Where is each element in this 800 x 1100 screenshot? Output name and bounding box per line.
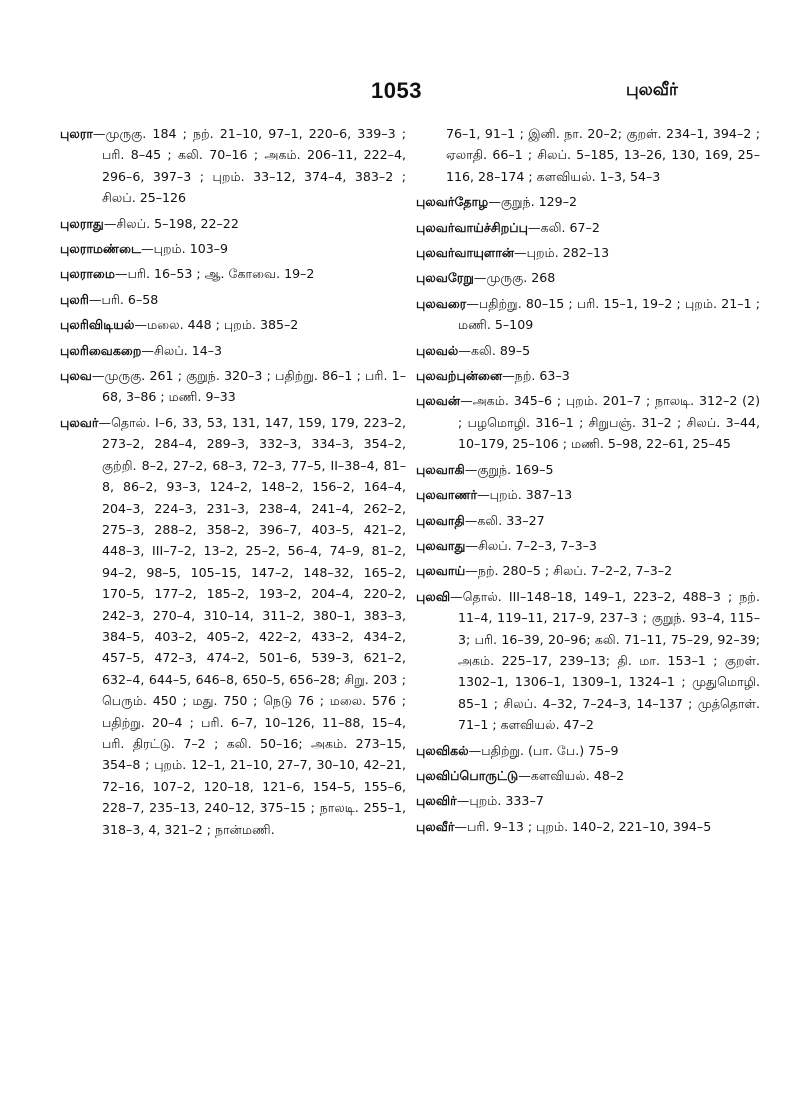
entry-references: —தொல். III–148–18, 149–1, 223–2, 488–3 ; நற். 11–4, 119–11, 217–9, 237–3 ; குறுந். 93–4, 115–3; பரி. 16–39, 20–96; கலி. 71–11, 75–29, 92–39; அகம். 225–17, 239–13; தி. மா. 153–1 ; குறள். 1302–1, 1306–1, 1309–1, 1324–1 ; முதுமொழி. 85–1 ; சிலப். 4–32, 7–24–3, 14–137 ; முத்தொள். 71–1 ; களவியல். 47–2 — [450, 588, 760, 733]
entry-references: —புறம். 282–13 — [514, 245, 610, 261]
entry-headword: புலவரை — [416, 295, 467, 311]
entry-references: —பரி. 9–13 ; புறம். 140–2, 221–10, 394–5 — [454, 818, 712, 834]
entry-references: —சிலப். 7–2–3, 7–3–3 — [465, 537, 597, 553]
index-entry — [60, 314, 406, 335]
entry-references: —புறம். 387–13 — [477, 487, 573, 503]
index-entry — [416, 816, 760, 837]
entry-references: —கலி. 67–2 — [528, 219, 600, 235]
index-entry — [60, 412, 406, 840]
index-entry — [416, 765, 760, 786]
index-entry — [416, 365, 760, 386]
index-entry — [416, 510, 760, 531]
index-entry — [416, 459, 760, 480]
entry-headword: புலவிப்பொருட்டு — [416, 767, 519, 783]
entry-references: —மலை. 448 ; புறம். 385–2 — [134, 317, 299, 333]
entry-references: —பரி. 16–53 ; ஆ. கோவை. 19–2 — [114, 266, 315, 282]
entry-references: —சிலப். 5–198, 22–22 — [103, 215, 239, 231]
index-entry — [416, 267, 760, 288]
index-entry — [416, 790, 760, 811]
index-entry — [60, 365, 406, 408]
index-entry — [416, 740, 760, 761]
entry-references: —சிலப். 14–3 — [141, 342, 223, 358]
entry-headword: புலவரேறு — [416, 270, 474, 286]
entry-references: —அகம். 345–6 ; புறம். 201–7 ; நாலடி. 312–2 (2) ; பழமொழி. 316–1 ; சிறுபஞ். 31–2 ; சிலப். 3–44, 10–179, 25–106 ; மணி. 5–98, 22–61, 25–45 — [458, 393, 760, 452]
entry-headword: புலவ — [60, 368, 92, 384]
entry-headword: புலவற்புன்னை — [416, 368, 503, 384]
entry-headword: புலவிகல் — [416, 742, 469, 758]
index-entry — [416, 217, 760, 238]
entry-headword: புலராமண்டை — [60, 241, 142, 257]
entry-references: —முருகு. 184 ; நற். 21–10, 97–1, 220–6, 339–3 ; பரி. 8–45 ; கலி. 70–16 ; அகம். 206–11, 222–4, 296–6, 397–3 ; புறம். 33–12, 374–4, 383–2 ; சிலப். 25–126 — [92, 126, 406, 206]
entry-headword: புலவீர் — [416, 818, 455, 834]
entry-headword: புலராது — [60, 215, 104, 231]
entry-references: —குறுந். 129–2 — [488, 194, 578, 210]
entry-headword: புலவர்தோழ — [416, 194, 489, 210]
entry-references: —களவியல். 48–2 — [518, 767, 625, 783]
entry-references: —பதிற்று. 80–15 ; பரி. 15–1, 19–2 ; புறம். 21–1 ; மணி. 5–109 — [458, 295, 760, 333]
index-entry — [416, 484, 760, 505]
index-entry — [60, 238, 406, 259]
index-entry — [416, 242, 760, 263]
entry-references: —புறம். 103–9 — [141, 241, 229, 257]
entry-headword: புலவர்வாய்ச்சிறப்பு — [416, 219, 529, 235]
entry-references: —குறுந். 169–5 — [464, 461, 554, 477]
index-entry — [60, 289, 406, 310]
entry-references: —புறம். 333–7 — [456, 793, 544, 809]
entry-references: —நற். 280–5 ; சிலப். 7–2–2, 7–3–2 — [465, 563, 673, 579]
index-entry — [416, 586, 760, 736]
entry-references: 76–1, 91–1 ; இனி. நா. 20–2; குறள். 234–1, 394–2 ; ஏலாதி. 66–1 ; சிலப். 5–185, 13–26, 130, 169, 25–116, 28–174 ; களவியல். 1–3, 54–3 — [446, 126, 760, 184]
index-entry — [416, 390, 760, 454]
entry-headword: புலவாணர் — [416, 487, 478, 503]
index-entry — [416, 293, 760, 336]
entry-headword: புலவி — [416, 588, 451, 604]
entry-references: —முருகு. 261 ; குறுந். 320–3 ; பதிற்று. 86–1 ; பரி. 1–68, 3–86 ; மணி. 9–33 — [91, 368, 406, 405]
entry-headword: புலரா — [60, 126, 93, 141]
index-entry — [416, 340, 760, 361]
index-entry — [60, 213, 406, 234]
entry-references: —கலி. 33–27 — [464, 512, 545, 528]
index-entry — [60, 263, 406, 284]
entry-headword: புலவன் — [416, 393, 461, 409]
page-number: 1053 — [371, 78, 422, 103]
entry-references: —தொல். I–6, 33, 53, 131, 147, 159, 179, 223–2, 273–2, 284–4, 289–3, 332–3, 334–3, 354–2, குற்றி. 8–2, 27–2, 68–3, 72–3, 77–5, II–38–4, 81–8, 86–2, 93–3, 124–2, 148–2, 156–2, 164–4, 204–3, 224–3, 231–3, 238–4, 241–4, 262–2, 275–3, 288–2, 358–2, 396–7, 403–5, 421–2, 448–3, III–7–2, 13–2, 25–2, 56–4, 74–9, 81–2, 94–2, 98–5, 105–15, 147–2, 148–32, 165–2, 170–5, 177–2, 185–2, 193–2, 204–4, 220–2, 242–3, 270–4, 310–14, 311–2, 380–1, 383–3, 384–5, 403–2, 405–2, 422–2, 433–2, 434–2, 457–5, 472–3, 474–2, 501–6, 539–3, 621–2, 632–4, 644–5, 646–8, 650–5, 656–28; சிறு. 203 ; பெரும். 450 ; மது. 750 ; நெடு 76 ; மலை. 576 ; பதிற்று. 20–4 ; பரி. 6–7, 10–126, 11–88, 15–4, பரி. திரட்டு. 7–2 ; கலி. 50–16; அகம். 273–15, 354–8 ; புறம். 12–1, 21–10, 27–7, 30–10, 42–21, 72–16, 107–2, 120–18, 121–6, 154–5, 155–6, 228–7, 235–13, 240–12, 375–15 ; நாலடி. 255–1, 318–3, 4, 321–2 ; நான்மணி. — [98, 414, 406, 837]
entry-headword: புலவல் — [416, 342, 459, 358]
entry-headword: புலவாய் — [416, 563, 466, 579]
entry-references: —முருகு. 268 — [473, 270, 556, 286]
left-column — [60, 123, 406, 844]
index-entry-continuation — [416, 123, 760, 187]
index-entry — [60, 123, 406, 209]
entry-references: —கலி. 89–5 — [458, 342, 531, 358]
entry-references: —நற். 63–3 — [502, 368, 570, 384]
entry-references: —பரி. 6–58 — [88, 291, 159, 307]
entry-headword: புலரிவைகறை — [60, 342, 142, 358]
entry-headword: புலவிர் — [416, 793, 457, 809]
index-entry — [416, 535, 760, 556]
index-entry — [416, 191, 760, 212]
entry-headword: புலரிவிடியல் — [60, 317, 135, 333]
index-entry — [60, 340, 406, 361]
entry-headword: புலவர்வாயுளான் — [416, 245, 515, 261]
running-head: புலவீர் — [626, 80, 678, 100]
right-column — [416, 123, 760, 841]
entry-headword: புலரி — [60, 291, 89, 307]
entry-headword: புலவர் — [60, 414, 99, 430]
index-entry — [416, 560, 760, 581]
entry-references: —பதிற்று. (பா. பே.) 75–9 — [468, 742, 619, 758]
entry-headword: புலவாகி — [416, 461, 465, 477]
entry-headword: புலராமை — [60, 266, 115, 282]
entry-headword: புலவாது — [416, 537, 466, 553]
entry-headword: புலவாதி — [416, 512, 465, 528]
